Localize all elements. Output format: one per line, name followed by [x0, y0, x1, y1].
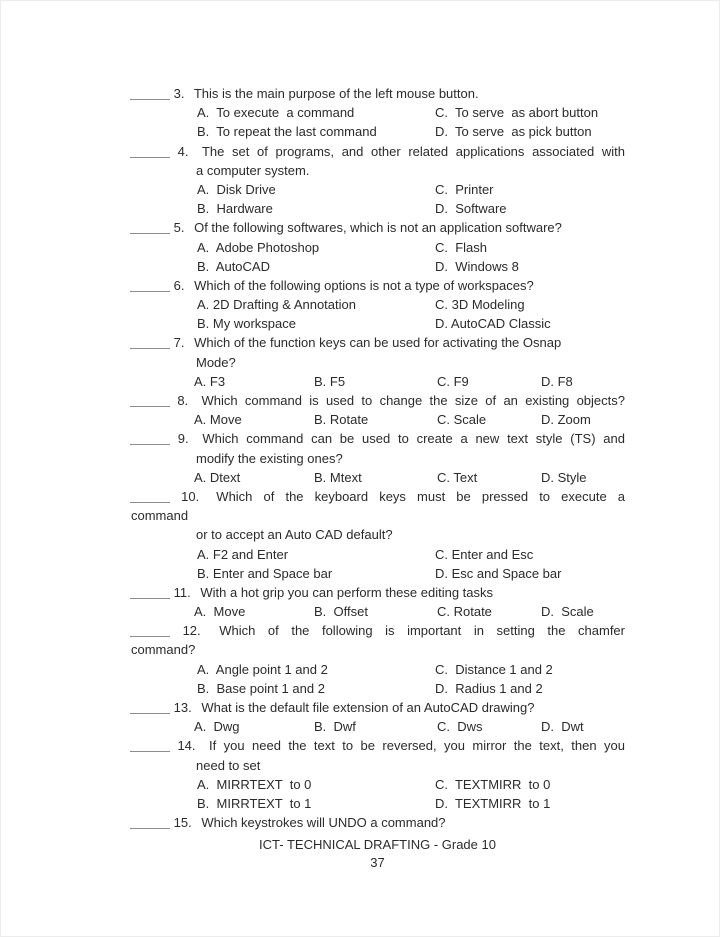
question-6 — [0, 276, 720, 295]
answer-blank — [130, 500, 170, 503]
option-d: D. Dwt — [541, 719, 584, 735]
option-d: D. Esc and Space bar — [435, 565, 562, 581]
question-text: Which of the following options is not a type of workspaces? — [194, 277, 534, 293]
option-a: A. MIRRTEXT to 0 — [197, 776, 312, 792]
question-14 — [0, 736, 720, 755]
option-d: D. Radius 1 and 2 — [435, 680, 543, 696]
answer-blank — [130, 346, 170, 349]
option-b: B. F5 — [314, 373, 346, 389]
option-c: C. Dws — [437, 719, 483, 735]
question-number: 11. — [173, 584, 191, 600]
question-10-continuation-2: or to accept an Auto CAD default? — [196, 527, 393, 543]
question-text: This is the main purpose of the left mouse button. — [193, 86, 479, 101]
question-3-options-row-2 — [0, 122, 720, 141]
option-a: A. Adobe Photoshop — [197, 239, 320, 255]
option-a: A. Move — [194, 412, 242, 428]
option-a: A. Dtext — [194, 469, 241, 485]
option-d: D. TEXTMIRR to 1 — [435, 795, 551, 811]
question-text: Of the following softwares, which is not an application software? — [194, 220, 562, 236]
question-9 — [0, 429, 720, 448]
question-11 — [0, 583, 720, 602]
question-4-options-row-2 — [0, 199, 720, 218]
question-13-options-row — [0, 717, 720, 736]
question-number: 12. — [182, 623, 201, 639]
question-5-options-row-2 — [0, 257, 720, 276]
footer-title: ICT- TECHNICAL DRAFTING - Grade 10 — [259, 837, 496, 853]
question-4-continuation: a computer system. — [196, 162, 310, 178]
question-10-continuation: command — [131, 508, 189, 524]
question-12-continuation: command? — [131, 642, 196, 658]
option-a: A. Move — [194, 604, 246, 620]
question-7-continuation: Mode? — [196, 354, 236, 370]
question-number: 6. — [173, 277, 185, 293]
option-a: A. F2 and Enter — [197, 546, 289, 562]
option-d: D. Software — [435, 201, 507, 217]
option-d: D. Scale — [541, 604, 594, 620]
question-7-options-row — [0, 372, 720, 391]
option-d: D. To serve as pick button — [435, 124, 592, 140]
option-a: A. Dwg — [194, 719, 240, 735]
option-b: B. Base point 1 and 2 — [197, 680, 325, 696]
option-b: B. Rotate — [314, 412, 369, 428]
question-text: Which command can be used to create a new text style (TS) and — [202, 431, 625, 447]
question-text: The set of programs, and other related applications associated with — [201, 143, 625, 159]
option-c: C. Flash — [435, 239, 488, 255]
question-11-options-row — [0, 602, 720, 621]
option-a: A. 2D Drafting & Annotation — [197, 297, 356, 313]
option-d: D. AutoCAD Classic — [435, 316, 551, 332]
answer-blank — [130, 634, 170, 637]
option-c: C. TEXTMIRR to 0 — [435, 776, 551, 792]
option-c: C. Printer — [435, 181, 494, 197]
option-c: C. F9 — [437, 373, 469, 389]
option-b: B. Dwf — [314, 719, 356, 735]
option-b: B. To repeat the last command — [197, 124, 377, 140]
question-4 — [0, 142, 720, 161]
question-text: Which command is used to change the size of an existing objects? — [201, 393, 625, 408]
option-a: A. To execute a command — [197, 105, 355, 121]
option-a: A. Disk Drive — [197, 181, 276, 197]
answer-blank — [130, 442, 170, 445]
answer-blank — [130, 711, 170, 714]
option-c: C. 3D Modeling — [435, 297, 525, 313]
question-text: With a hot grip you can perform these editing tasks — [200, 584, 494, 600]
question-number: 14. — [177, 738, 196, 754]
option-b: B. My workspace — [197, 316, 296, 332]
question-10-options-row-1 — [0, 545, 720, 564]
question-number: 9. — [177, 431, 189, 447]
question-14-options-row-2 — [0, 794, 720, 813]
option-d: D. Zoom — [541, 412, 591, 428]
question-text: If you need the text to be reversed, you mirror the text, then you — [208, 738, 625, 754]
question-10-options-row-2 — [0, 564, 720, 583]
option-a: A. F3 — [194, 373, 226, 389]
question-number: 7. — [173, 335, 185, 351]
option-d: D. Windows 8 — [435, 258, 519, 274]
option-b: B. Mtext — [314, 469, 362, 485]
answer-blank — [130, 749, 170, 752]
question-number: 13. — [173, 700, 192, 715]
option-c: C. Scale — [437, 412, 487, 428]
question-text: What is the default file extension of an AutoCAD drawing? — [201, 700, 535, 715]
answer-blank — [130, 97, 170, 100]
question-9-continuation: modify the existing ones? — [196, 450, 343, 466]
option-b: B. Offset — [314, 604, 368, 620]
answer-blank — [130, 826, 170, 829]
option-d: D. F8 — [541, 373, 573, 389]
question-8 — [0, 391, 720, 410]
question-text: Which of the following is important in setting the chamfer — [219, 623, 625, 639]
question-number: 4. — [177, 143, 189, 159]
option-c: C. Enter and Esc — [435, 546, 534, 562]
question-number: 8. — [177, 393, 189, 408]
question-15 — [0, 813, 720, 832]
question-10 — [0, 487, 720, 506]
question-text: Which of the keyboard keys must be pressed to execute a — [216, 488, 625, 504]
question-number: 15. — [173, 815, 192, 831]
question-9-options-row — [0, 468, 720, 487]
page-number: 37 — [370, 855, 385, 871]
option-b: B. MIRRTEXT to 1 — [197, 795, 312, 811]
option-c: C. Rotate — [437, 604, 492, 620]
question-12-options-row-2 — [0, 679, 720, 698]
answer-blank — [130, 155, 170, 158]
option-b: B. Hardware — [197, 201, 273, 217]
option-d: D. Style — [541, 469, 587, 485]
option-c: C. To serve as abort button — [435, 105, 599, 121]
answer-blank — [130, 289, 170, 292]
answer-blank — [130, 231, 170, 234]
question-number: 5. — [173, 220, 185, 236]
question-6-options-row-2 — [0, 314, 720, 333]
answer-blank — [130, 404, 170, 407]
question-3 — [0, 84, 720, 103]
option-c: C. Distance 1 and 2 — [435, 661, 553, 677]
answer-blank — [130, 596, 170, 599]
question-14-continuation: need to set — [196, 757, 261, 773]
question-3-options-row-1 — [0, 103, 720, 122]
option-c: C. Text — [437, 469, 478, 485]
question-7 — [0, 333, 720, 352]
question-text: Which of the function keys can be used for activating the Osnap — [194, 335, 562, 351]
question-13 — [0, 698, 720, 717]
question-number: 3. — [173, 86, 185, 101]
question-14-options-row-1 — [0, 775, 720, 794]
question-number: 10. — [181, 488, 200, 504]
option-b: B. Enter and Space bar — [197, 565, 333, 581]
question-8-options-row — [0, 410, 720, 429]
question-12 — [0, 621, 720, 640]
option-a: A. Angle point 1 and 2 — [197, 661, 328, 677]
option-b: B. AutoCAD — [197, 258, 270, 274]
question-4-options-row-1 — [0, 180, 720, 199]
question-6-options-row-1 — [0, 295, 720, 314]
question-5-options-row-1 — [0, 238, 720, 257]
question-5 — [0, 218, 720, 237]
question-12-options-row-1 — [0, 660, 720, 679]
question-text: Which keystrokes will UNDO a command? — [201, 815, 446, 831]
